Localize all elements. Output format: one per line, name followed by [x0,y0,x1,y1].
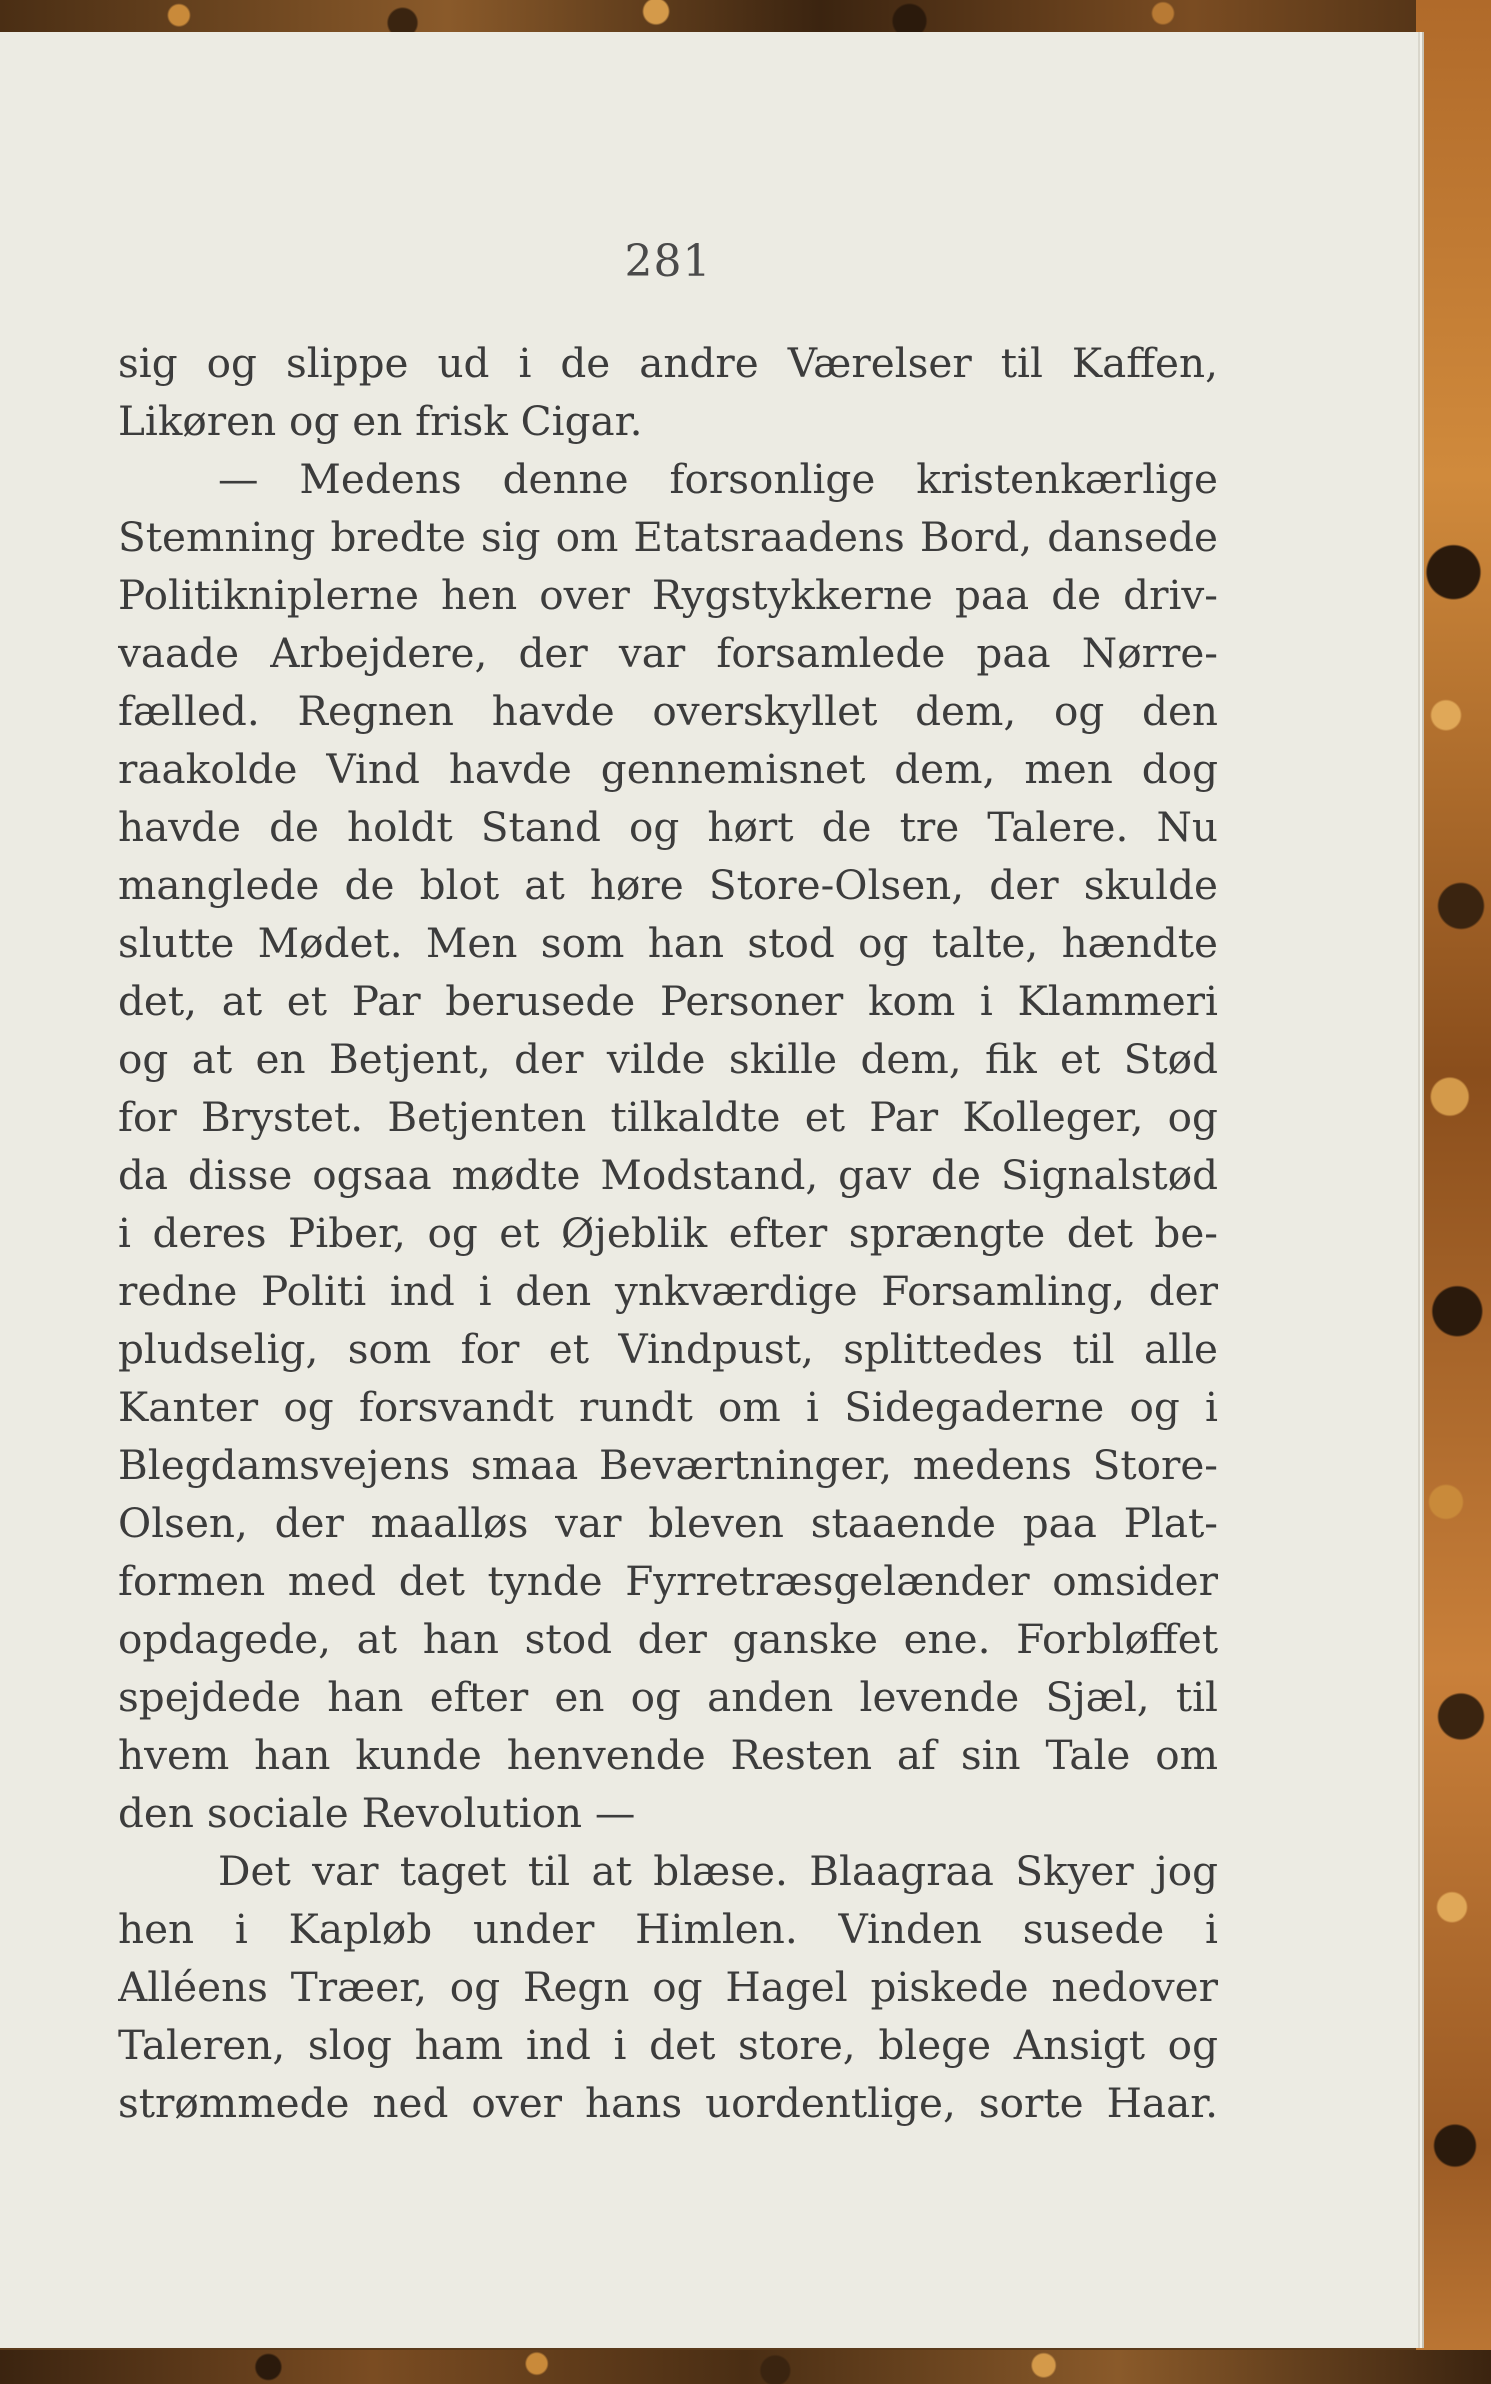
text-line: hvem han kunde henvende Resten af sin Tale om [118,1731,1218,1779]
text-line: Det var taget til at blæse. Blaagraa Skyer jog [218,1847,1218,1895]
text-line: opdagede, at han stod der ganske ene. Forbløffet [118,1615,1218,1663]
body-text [118,334,1218,2132]
text-line: den sociale Revolution — [118,1789,636,1837]
text-line: pludselig, som for et Vindpust, splittedes til alle [118,1325,1218,1373]
text-line: manglede de blot at høre Store-Olsen, der skulde [118,861,1218,909]
text-line: Likøren og en frisk Cigar. [118,397,643,445]
text-line: strømmede ned over hans uordentlige, sorte Haar. [118,2079,1218,2127]
text-line: og at en Betjent, der vilde skille dem, fik et Stød [118,1035,1218,1083]
text-line: i deres Piber, og et Øjeblik efter sprængte det be- [118,1209,1218,1257]
text-line: Alléens Træer, og Regn og Hagel piskede nedover [118,1963,1218,2011]
book-page [0,32,1418,2348]
text-line: hen i Kapløb under Himlen. Vinden susede i [118,1905,1218,1953]
text-line: Kanter og forsvandt rundt om i Sidegaderne og i [118,1383,1218,1431]
text-line: raakolde Vind havde gennemisnet dem, men dog [118,745,1218,793]
text-line: det, at et Par berusede Personer kom i Klammeri [118,977,1218,1025]
text-line: redne Politi ind i den ynkværdige Forsamling, der [118,1267,1218,1315]
text-line: vaade Arbejdere, der var forsamlede paa Nørre- [118,629,1218,677]
text-line: for Brystet. Betjenten tilkaldte et Par Kolleger, og [118,1093,1218,1141]
text-line: Blegdamsvejens smaa Beværtninger, medens Store- [118,1441,1218,1489]
page-number: 281 [624,236,712,287]
text-line: Politikniplerne hen over Rygstykkerne paa de driv- [118,571,1218,619]
text-line: — Medens denne forsonlige kristenkærlige [218,455,1218,503]
text-line: sig og slippe ud i de andre Værelser til Kaffen, [118,339,1218,387]
text-line: havde de holdt Stand og hørt de tre Talere. Nu [118,803,1218,851]
text-line: Stemning bredte sig om Etatsraadens Bord, dansede [118,513,1218,561]
text-line: da disse ogsaa mødte Modstand, gav de Signalstød [118,1151,1218,1199]
marbled-edge-right [1416,0,1491,2384]
text-line: spejdede han efter en og anden levende Sjæl, til [118,1673,1218,1721]
marbled-edge-bottom [0,2350,1491,2384]
text-line: formen med det tynde Fyrretræsgelænder omsider [118,1557,1218,1605]
text-line: Taleren, slog ham ind i det store, blege Ansigt og [118,2021,1218,2069]
text-line: Olsen, der maalløs var bleven staaende paa Plat- [118,1499,1218,1547]
text-line: slutte Mødet. Men som han stod og talte, hændte [118,919,1218,967]
text-line: fælled. Regnen havde overskyllet dem, og den [118,687,1218,735]
